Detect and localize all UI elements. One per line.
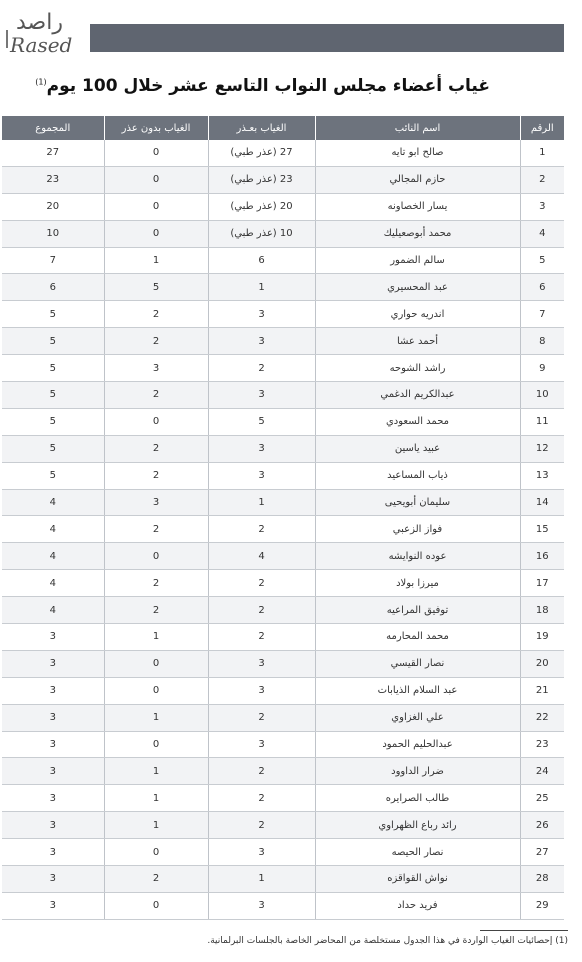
col-total-cell: 6: [2, 274, 104, 301]
col-excused-cell: 20 (عذر طبي): [208, 193, 315, 220]
col-excused-cell: 3: [208, 731, 315, 758]
page-title: [35, 76, 490, 96]
col-excused-cell: 3: [208, 435, 315, 462]
table-row: [2, 597, 564, 624]
col-unexcused-cell: 1: [104, 812, 208, 839]
col-total-cell: 10: [2, 220, 104, 247]
table-row: [2, 193, 564, 220]
col-number-cell: 28: [520, 866, 564, 893]
col-number-cell: 20: [520, 650, 564, 677]
col-total-cell: 5: [2, 382, 104, 409]
logo-mark: [6, 30, 8, 48]
table-row: [2, 301, 564, 328]
col-number-cell: 27: [520, 839, 564, 866]
logo-arabic: راصد: [16, 10, 63, 35]
col-unexcused-cell: 2: [104, 328, 208, 355]
col-name-cell: أحمد عشا: [315, 328, 520, 355]
col-number-cell: 23: [520, 731, 564, 758]
col-excused-cell: 2: [208, 624, 315, 651]
table-row: [2, 166, 564, 193]
table-row: [2, 516, 564, 543]
col-unexcused-cell: 0: [104, 193, 208, 220]
col-unexcused-cell: 0: [104, 731, 208, 758]
col-name-cell: عبد السلام الذيابات: [315, 677, 520, 704]
col-number-cell: 11: [520, 408, 564, 435]
col-excused-cell: 1: [208, 489, 315, 516]
col-number-cell: 6: [520, 274, 564, 301]
col-unexcused-cell: 2: [104, 597, 208, 624]
table-row: [2, 543, 564, 570]
col-excused-cell: 3: [208, 301, 315, 328]
col-unexcused-cell: 1: [104, 704, 208, 731]
col-unexcused-cell: 3: [104, 489, 208, 516]
table-row: [2, 247, 564, 274]
col-number-cell: 4: [520, 220, 564, 247]
col-number-cell: 22: [520, 704, 564, 731]
col-unexcused-cell: 2: [104, 435, 208, 462]
title-text: غياب أعضاء مجلس النواب التاسع عشر خلال 100 يوم: [46, 76, 490, 96]
table-row: [2, 812, 564, 839]
col-total-cell: 4: [2, 597, 104, 624]
col-unexcused-cell: 0: [104, 140, 208, 166]
table-row: [2, 758, 564, 785]
col-number-cell: 24: [520, 758, 564, 785]
col-header-name: اسم النائب: [315, 116, 520, 140]
col-total-cell: 5: [2, 408, 104, 435]
col-total-cell: 4: [2, 516, 104, 543]
col-header-unexcused: الغياب بدون عذر: [104, 116, 208, 140]
col-total-cell: 5: [2, 355, 104, 382]
col-number-cell: 1: [520, 140, 564, 166]
col-excused-cell: 3: [208, 382, 315, 409]
col-excused-cell: 3: [208, 328, 315, 355]
col-excused-cell: 3: [208, 677, 315, 704]
col-number-cell: 19: [520, 624, 564, 651]
col-total-cell: 3: [2, 677, 104, 704]
col-excused-cell: 2: [208, 570, 315, 597]
col-excused-cell: 2: [208, 812, 315, 839]
col-total-cell: 20: [2, 193, 104, 220]
col-total-cell: 3: [2, 785, 104, 812]
table-row: [2, 624, 564, 651]
col-number-cell: 7: [520, 301, 564, 328]
table-row: [2, 677, 564, 704]
col-name-cell: محمد أبوصعيليك: [315, 220, 520, 247]
col-unexcused-cell: 2: [104, 301, 208, 328]
table-header-row: [2, 116, 564, 140]
absence-table: [2, 116, 564, 920]
table-row: [2, 274, 564, 301]
col-name-cell: ميرزا بولاد: [315, 570, 520, 597]
col-number-cell: 18: [520, 597, 564, 624]
col-unexcused-cell: 2: [104, 462, 208, 489]
col-name-cell: نصار الحيصه: [315, 839, 520, 866]
col-excused-cell: 6: [208, 247, 315, 274]
col-name-cell: عبد المحسيري: [315, 274, 520, 301]
table-row: [2, 570, 564, 597]
col-header-total: المجموع: [2, 116, 104, 140]
col-total-cell: 27: [2, 140, 104, 166]
col-unexcused-cell: 1: [104, 785, 208, 812]
col-unexcused-cell: 0: [104, 166, 208, 193]
col-unexcused-cell: 0: [104, 677, 208, 704]
col-number-cell: 13: [520, 462, 564, 489]
col-excused-cell: 2: [208, 758, 315, 785]
col-unexcused-cell: 1: [104, 758, 208, 785]
col-number-cell: 8: [520, 328, 564, 355]
col-name-cell: محمد السعودي: [315, 408, 520, 435]
table-row: [2, 489, 564, 516]
col-name-cell: عبدالحليم الحمود: [315, 731, 520, 758]
col-excused-cell: 3: [208, 839, 315, 866]
col-total-cell: 3: [2, 892, 104, 919]
col-name-cell: سالم الضمور: [315, 247, 520, 274]
col-unexcused-cell: 0: [104, 543, 208, 570]
col-excused-cell: 10 (عذر طبي): [208, 220, 315, 247]
col-unexcused-cell: 0: [104, 839, 208, 866]
col-total-cell: 23: [2, 166, 104, 193]
col-excused-cell: 3: [208, 892, 315, 919]
col-unexcused-cell: 0: [104, 892, 208, 919]
col-total-cell: 3: [2, 758, 104, 785]
col-name-cell: محمد المحارمه: [315, 624, 520, 651]
col-number-cell: 17: [520, 570, 564, 597]
col-excused-cell: 27 (عذر طبي): [208, 140, 315, 166]
col-unexcused-cell: 2: [104, 570, 208, 597]
col-name-cell: عبدالكريم الدغمي: [315, 382, 520, 409]
col-total-cell: 3: [2, 812, 104, 839]
col-total-cell: 3: [2, 839, 104, 866]
col-name-cell: عوده النوايشه: [315, 543, 520, 570]
footnote-divider: [480, 930, 568, 931]
col-name-cell: فريد حداد: [315, 892, 520, 919]
col-excused-cell: 2: [208, 516, 315, 543]
table-row: [2, 408, 564, 435]
col-name-cell: اندريه حواري: [315, 301, 520, 328]
table-row: [2, 892, 564, 919]
title-footnote-ref: (1): [35, 77, 47, 87]
col-name-cell: نصار القيسي: [315, 650, 520, 677]
col-unexcused-cell: 1: [104, 247, 208, 274]
col-total-cell: 7: [2, 247, 104, 274]
col-excused-cell: 4: [208, 543, 315, 570]
col-number-cell: 25: [520, 785, 564, 812]
col-name-cell: نواش القواقزه: [315, 866, 520, 893]
col-unexcused-cell: 1: [104, 624, 208, 651]
logo-latin: Rased: [10, 33, 73, 57]
col-unexcused-cell: 2: [104, 516, 208, 543]
table-row: [2, 355, 564, 382]
col-excused-cell: 2: [208, 597, 315, 624]
table-row: [2, 220, 564, 247]
rased-logo: [6, 12, 90, 66]
col-total-cell: 5: [2, 328, 104, 355]
col-total-cell: 3: [2, 624, 104, 651]
col-name-cell: سليمان أبويحيى: [315, 489, 520, 516]
col-name-cell: رائد رباع الظهراوي: [315, 812, 520, 839]
col-number-cell: 3: [520, 193, 564, 220]
col-number-cell: 10: [520, 382, 564, 409]
col-number-cell: 29: [520, 892, 564, 919]
col-name-cell: فواز الزعبي: [315, 516, 520, 543]
col-number-cell: 21: [520, 677, 564, 704]
table-row: [2, 704, 564, 731]
col-number-cell: 14: [520, 489, 564, 516]
col-excused-cell: 5: [208, 408, 315, 435]
col-total-cell: 4: [2, 543, 104, 570]
col-number-cell: 9: [520, 355, 564, 382]
col-excused-cell: 1: [208, 866, 315, 893]
col-excused-cell: 2: [208, 704, 315, 731]
table-row: [2, 731, 564, 758]
col-total-cell: 3: [2, 731, 104, 758]
footnote: (1) إحصائيات الغياب الواردة في هذا الجدول مستخلصة من المحاضر الخاصة بالجلسات البرلمانية.: [207, 936, 568, 946]
table-row: [2, 839, 564, 866]
col-total-cell: 5: [2, 301, 104, 328]
col-name-cell: راشد الشوحه: [315, 355, 520, 382]
col-total-cell: 3: [2, 650, 104, 677]
col-total-cell: 5: [2, 462, 104, 489]
col-excused-cell: 3: [208, 650, 315, 677]
col-unexcused-cell: 0: [104, 220, 208, 247]
col-unexcused-cell: 3: [104, 355, 208, 382]
col-excused-cell: 2: [208, 355, 315, 382]
table-row: [2, 328, 564, 355]
col-number-cell: 5: [520, 247, 564, 274]
col-header-number: الرقم: [520, 116, 564, 140]
col-name-cell: حازم المجالي: [315, 166, 520, 193]
col-name-cell: علي الغزاوي: [315, 704, 520, 731]
col-total-cell: 3: [2, 866, 104, 893]
col-name-cell: يسار الخصاونه: [315, 193, 520, 220]
table-row: [2, 435, 564, 462]
col-total-cell: 4: [2, 570, 104, 597]
col-total-cell: 5: [2, 435, 104, 462]
col-total-cell: 3: [2, 704, 104, 731]
col-excused-cell: 23 (عذر طبي): [208, 166, 315, 193]
table-row: [2, 866, 564, 893]
col-number-cell: 16: [520, 543, 564, 570]
col-unexcused-cell: 2: [104, 866, 208, 893]
col-name-cell: صالح ابو تايه: [315, 140, 520, 166]
col-unexcused-cell: 0: [104, 408, 208, 435]
col-name-cell: عبيد ياسين: [315, 435, 520, 462]
table-row: [2, 785, 564, 812]
col-excused-cell: 2: [208, 785, 315, 812]
header-bar: [90, 24, 564, 52]
col-name-cell: ضرار الداوود: [315, 758, 520, 785]
table-row: [2, 650, 564, 677]
col-name-cell: طالب الصرايره: [315, 785, 520, 812]
col-name-cell: ذياب المساعيد: [315, 462, 520, 489]
table-row: [2, 140, 564, 166]
col-name-cell: توفيق المراعيه: [315, 597, 520, 624]
col-unexcused-cell: 2: [104, 382, 208, 409]
col-excused-cell: 3: [208, 462, 315, 489]
col-excused-cell: 1: [208, 274, 315, 301]
col-unexcused-cell: 5: [104, 274, 208, 301]
col-total-cell: 4: [2, 489, 104, 516]
col-unexcused-cell: 0: [104, 650, 208, 677]
col-header-excused: الغياب بعـذر: [208, 116, 315, 140]
col-number-cell: 15: [520, 516, 564, 543]
table-body: [2, 140, 564, 919]
table-row: [2, 382, 564, 409]
table-row: [2, 462, 564, 489]
col-number-cell: 2: [520, 166, 564, 193]
col-number-cell: 12: [520, 435, 564, 462]
col-number-cell: 26: [520, 812, 564, 839]
